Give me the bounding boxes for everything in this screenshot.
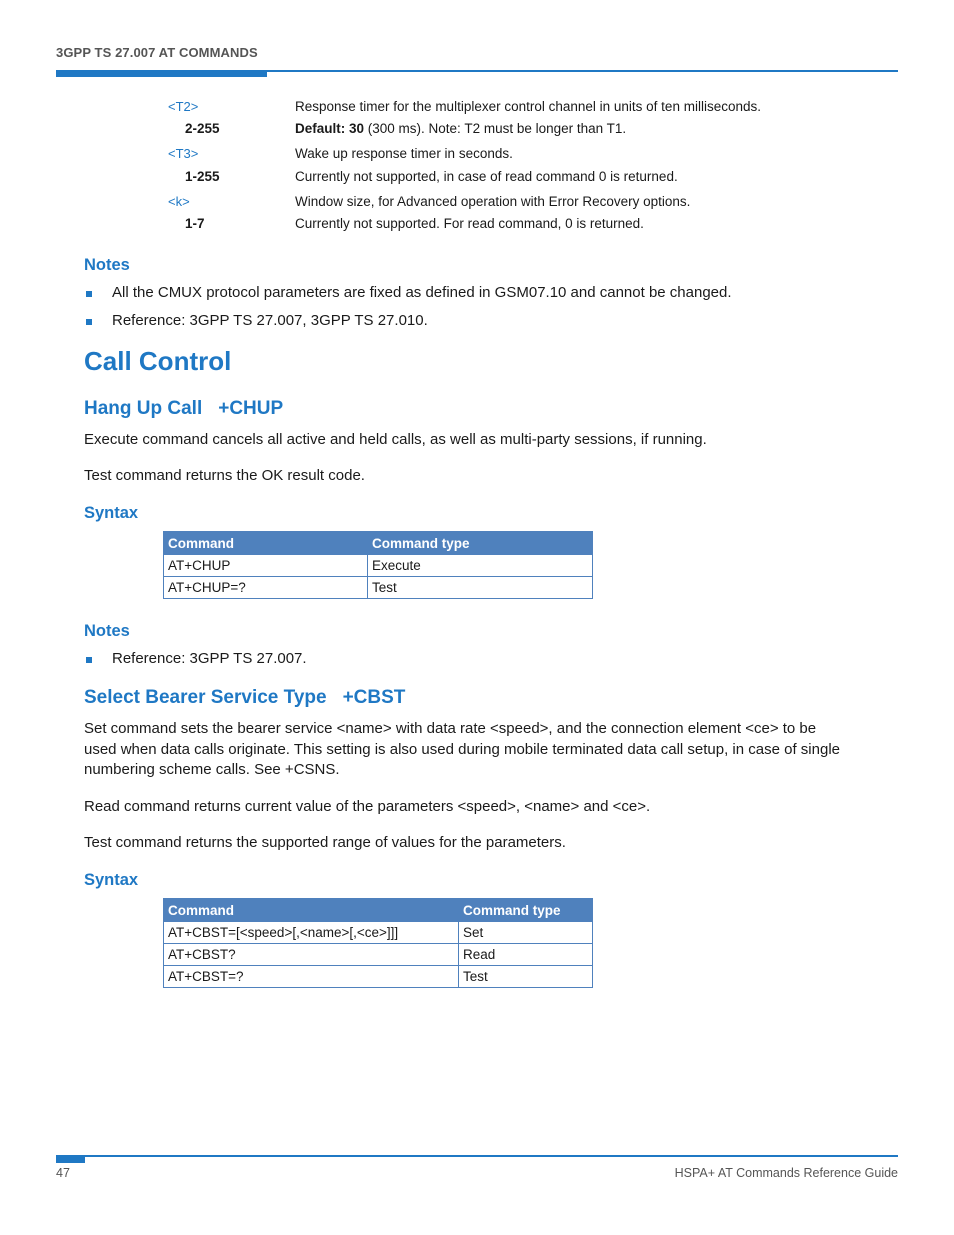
header-accent-bar: [56, 70, 267, 77]
cbst-description-line: Set command sets the bearer service <name> with data rate <speed>, and the connection element <ce> to be: [84, 720, 817, 737]
cbst-description: [84, 719, 884, 781]
table-row: [164, 577, 593, 599]
column-header-command-type: Command type: [459, 899, 593, 922]
table-header-row: [164, 899, 593, 922]
cbst-test-description: Test command returns the supported range of values for the parameters.: [84, 834, 566, 851]
cbst-syntax-heading: Syntax: [84, 871, 139, 889]
section-title-call-control: Call Control: [84, 346, 232, 376]
bullet-icon: [86, 657, 92, 663]
table-cell-command: AT+CBST?: [164, 944, 459, 966]
table-row: [164, 944, 593, 966]
cbst-description-line: used when data calls originate. This setting is also used during mobile terminated data call setup, in case of single: [84, 740, 840, 758]
table-cell-command: AT+CHUP: [164, 555, 368, 577]
chup-description: Execute command cancels all active and held calls, as well as multi-party sessions, if running.: [84, 431, 707, 448]
chup-title: Hang Up Call: [84, 398, 203, 419]
note-item: Reference: 3GPP TS 27.007.: [112, 650, 307, 667]
chup-syntax-heading: Syntax: [84, 504, 139, 522]
param-value-desc-text: (300 ms). Note: T2 must be longer than T1.: [364, 121, 627, 136]
column-header-command-type: Command type: [368, 532, 593, 555]
param-desc-t3: Wake up response timer in seconds.: [295, 146, 513, 161]
subsection-title-chup: [84, 398, 283, 420]
column-header-command: Command: [164, 899, 459, 922]
chup-notes-heading: Notes: [84, 622, 130, 640]
param-name-k: <k>: [168, 194, 190, 209]
cbst-title: Select Bearer Service Type: [84, 687, 327, 708]
table-row: [164, 966, 593, 988]
table-cell-command: AT+CHUP=?: [164, 577, 368, 599]
cbst-syntax-table: [163, 898, 593, 988]
table-cell-command-type: Set: [459, 922, 593, 944]
chup-syntax-table: [163, 531, 593, 599]
table-cell-command-type: Test: [459, 966, 593, 988]
guide-title: HSPA+ AT Commands Reference Guide: [674, 1166, 898, 1180]
cbst-read-description: Read command returns current value of the parameters <speed>, <name> and <ce>.: [84, 798, 651, 815]
param-value-desc-t3: Currently not supported, in case of read command 0 is returned.: [295, 169, 678, 184]
param-value-t2: 2-255: [185, 121, 220, 136]
running-header: 3GPP TS 27.007 AT COMMANDS: [56, 45, 258, 60]
chup-command: +CHUP: [218, 398, 284, 419]
footer-accent-bar: [56, 1155, 85, 1163]
table-cell-command-type: Execute: [368, 555, 593, 577]
cbst-description-line: numbering scheme calls. See +CSNS.: [84, 761, 340, 778]
table-cell-command: AT+CBST=?: [164, 966, 459, 988]
param-value-desc-k: Currently not supported. For read command, 0 is returned.: [295, 216, 644, 231]
table-header-row: [164, 532, 593, 555]
param-desc-t2: Response timer for the multiplexer control channel in units of ten milliseconds.: [295, 99, 761, 114]
table-row: [164, 555, 593, 577]
page-number: 47: [56, 1166, 70, 1180]
chup-test-description: Test command returns the OK result code.: [84, 467, 365, 484]
bullet-icon: [86, 291, 92, 297]
param-name-t3: <T3>: [168, 146, 199, 161]
note-item: Reference: 3GPP TS 27.007, 3GPP TS 27.010.: [112, 312, 428, 329]
param-value-desc-t2: [295, 121, 626, 136]
table-row: [164, 922, 593, 944]
table-cell-command: AT+CBST=[<speed>[,<name>[,<ce>]]]: [164, 922, 459, 944]
table-cell-command-type: Read: [459, 944, 593, 966]
table-cell-command-type: Test: [368, 577, 593, 599]
param-name-t2: <T2>: [168, 99, 199, 114]
default-label: Default: 30: [295, 121, 365, 136]
param-value-k: 1-7: [185, 216, 205, 231]
subsection-title-cbst: [84, 687, 405, 709]
notes-heading: Notes: [84, 256, 130, 274]
param-desc-k: Window size, for Advanced operation with Error Recovery options.: [295, 194, 691, 209]
note-item: All the CMUX protocol parameters are fixed as defined in GSM07.10 and cannot be changed.: [112, 284, 732, 301]
footer-rule: [56, 1155, 898, 1157]
column-header-command: Command: [164, 532, 368, 555]
bullet-icon: [86, 319, 92, 325]
cbst-command: +CBST: [342, 687, 406, 708]
param-value-t3: 1-255: [185, 169, 220, 184]
